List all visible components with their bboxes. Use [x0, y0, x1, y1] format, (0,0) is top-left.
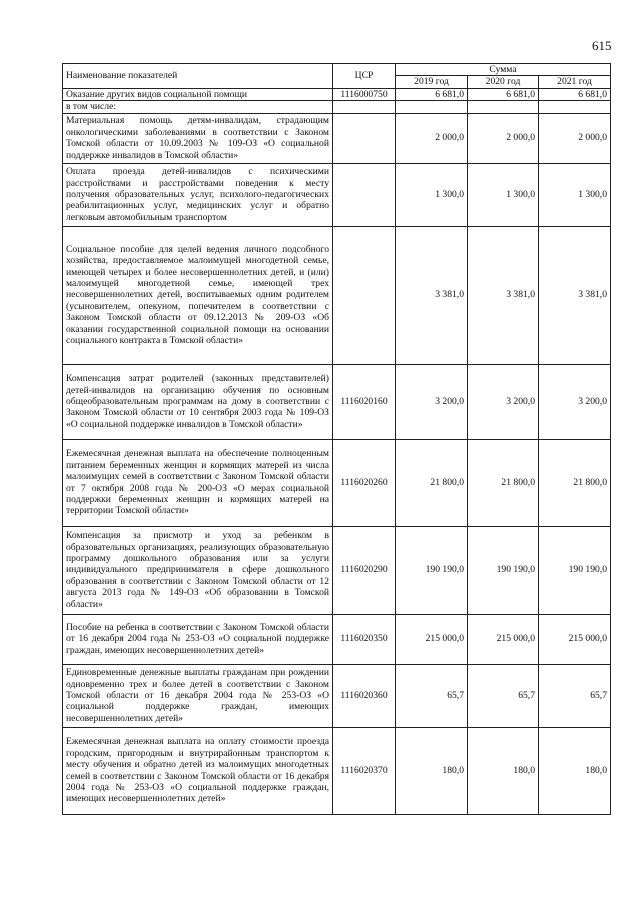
row-name: Ежемесячная денежная выплата на обеспечение полноценным питанием беременных женщин и кормящих матерей из числа малоимущих семей в соответствии с Законом Томской области от 7 октября 2008 года № 200-ОЗ «О мерах социальной поддержки беременных женщин и кормящих матерей на территории Томской области» [63, 439, 333, 526]
row-name: в том числе: [63, 101, 333, 113]
row-value-2020: 21 800,0 [468, 439, 539, 526]
row-value-2020: 2 000,0 [468, 113, 539, 163]
table-row [63, 614, 611, 664]
row-name: Единовременные денежные выплаты гражданам при рождении одновременно трех и более детей в соответствии с Законом Томской области от 16 декабря 2004 года № 253-ОЗ «О социальной поддержке граждан, имеющих несовершеннолетних детей» [63, 664, 333, 727]
row-value-2020 [468, 101, 539, 113]
row-code: 1116000750 [333, 88, 396, 100]
header-year-2019: 2019 год [396, 76, 468, 88]
row-code [333, 226, 396, 364]
row-name: Оплата проезда детей-инвалидов с психическими расстройствами и расстройствами поведения к месту получения образовательных услуг, психолого-педагогических реабилитационных услуг, медицинских услуг и обратно легковым автомобильным транспортом [63, 163, 333, 226]
row-value-2020: 3 200,0 [468, 364, 539, 439]
row-value-2020: 215 000,0 [468, 614, 539, 664]
table-row [63, 439, 611, 526]
row-name: Ежемесячная денежная выплата на оплату стоимости проезда городским, пригородным и внутрирайонным транспортом к месту обучения и обратно детей из малоимущих многодетных семей в соответствии с Законом Томской области от 16 декабря 2004 года № 253-ОЗ «О социальной поддержке граждан, имеющих несовершеннолетних детей» [63, 727, 333, 814]
row-name: Пособие на ребенка в соответствии с Законом Томской области от 16 декабря 2004 года № 253-ОЗ «О социальной поддержке граждан, имеющих несовершеннолетних детей» [63, 614, 333, 664]
table-row [63, 163, 611, 226]
row-name: Социальное пособие для целей ведения личного подсобного хозяйства, предоставляемое малоимущей многодетной семье, имеющей четырех и более несовершеннолетних детей, и (или) малоимущей многодетной семье, имеющей трех несовершеннолетних детей, воспитываемых одним родителем (усыновителем, опекуном, попечителем в соответствии с Законом Томской области от 09.12.2013 № 209-ОЗ «Об оказании государственной социальной помощи на основании социального контракта в Томской области» [63, 226, 333, 364]
table-row [63, 664, 611, 727]
table-row [63, 226, 611, 364]
header-name: Наименование показателей [63, 64, 333, 89]
row-code: 1116020160 [333, 364, 396, 439]
row-value-2020: 65,7 [468, 664, 539, 727]
row-value-2019: 2 000,0 [396, 113, 468, 163]
row-value-2019: 6 681,0 [396, 88, 468, 100]
header-year-2021: 2021 год [539, 76, 611, 88]
table-row [63, 88, 611, 100]
row-value-2021: 65,7 [539, 664, 611, 727]
header-code: ЦСР [333, 64, 396, 89]
row-value-2019: 215 000,0 [396, 614, 468, 664]
budget-table [62, 63, 611, 815]
row-value-2019: 180,0 [396, 727, 468, 814]
row-code: 1116020290 [333, 526, 396, 614]
row-name: Материальная помощь детям-инвалидам, страдающим онкологическими заболеваниями в соответствии с Законом Томской области от 10.09.2003 № 109-ОЗ «О социальной поддержке инвалидов в Томской области» [63, 113, 333, 163]
row-name: Компенсация за присмотр и уход за ребенком в образовательных организациях, реализующих образовательную программу дошкольного образования или за услуги индивидуального предпринимателя в сфере дошкольного образования в соответствии с Законом Томской области от 12 августа 2013 года № 149-ОЗ «Об образовании в Томской области» [63, 526, 333, 614]
row-value-2021: 3 200,0 [539, 364, 611, 439]
row-value-2019: 65,7 [396, 664, 468, 727]
row-value-2019: 1 300,0 [396, 163, 468, 226]
row-value-2021: 21 800,0 [539, 439, 611, 526]
row-code: 1116020370 [333, 727, 396, 814]
row-value-2020: 6 681,0 [468, 88, 539, 100]
table-row [63, 526, 611, 614]
row-value-2021: 190 190,0 [539, 526, 611, 614]
row-value-2021: 215 000,0 [539, 614, 611, 664]
header-sum: Сумма [396, 64, 611, 76]
row-value-2019: 21 800,0 [396, 439, 468, 526]
row-value-2020: 190 190,0 [468, 526, 539, 614]
table-row [63, 113, 611, 163]
row-value-2020: 3 381,0 [468, 226, 539, 364]
row-value-2019: 3 200,0 [396, 364, 468, 439]
row-code [333, 101, 396, 113]
table-row [63, 727, 611, 814]
row-value-2021 [539, 101, 611, 113]
row-value-2020: 1 300,0 [468, 163, 539, 226]
page-number: 615 [592, 38, 612, 53]
row-code [333, 113, 396, 163]
row-name: Оказание других видов социальной помощи [63, 88, 333, 100]
row-value-2019 [396, 101, 468, 113]
row-value-2021: 2 000,0 [539, 113, 611, 163]
table-row [63, 101, 611, 113]
row-name: Компенсация затрат родителей (законных представителей) детей-инвалидов на организацию обучения по основным общеобразовательным программам на дому в соответствии с Законом Томской области от 10 сентября 2003 года № 109-ОЗ «О социальной поддержке инвалидов в Томской области» [63, 364, 333, 439]
row-value-2019: 190 190,0 [396, 526, 468, 614]
row-value-2019: 3 381,0 [396, 226, 468, 364]
row-code: 1116020360 [333, 664, 396, 727]
row-code: 1116020350 [333, 614, 396, 664]
table-row [63, 364, 611, 439]
row-code [333, 163, 396, 226]
row-value-2021: 3 381,0 [539, 226, 611, 364]
row-value-2021: 1 300,0 [539, 163, 611, 226]
row-value-2021: 180,0 [539, 727, 611, 814]
row-code: 1116020260 [333, 439, 396, 526]
header-year-2020: 2020 год [468, 76, 539, 88]
row-value-2020: 180,0 [468, 727, 539, 814]
row-value-2021: 6 681,0 [539, 88, 611, 100]
